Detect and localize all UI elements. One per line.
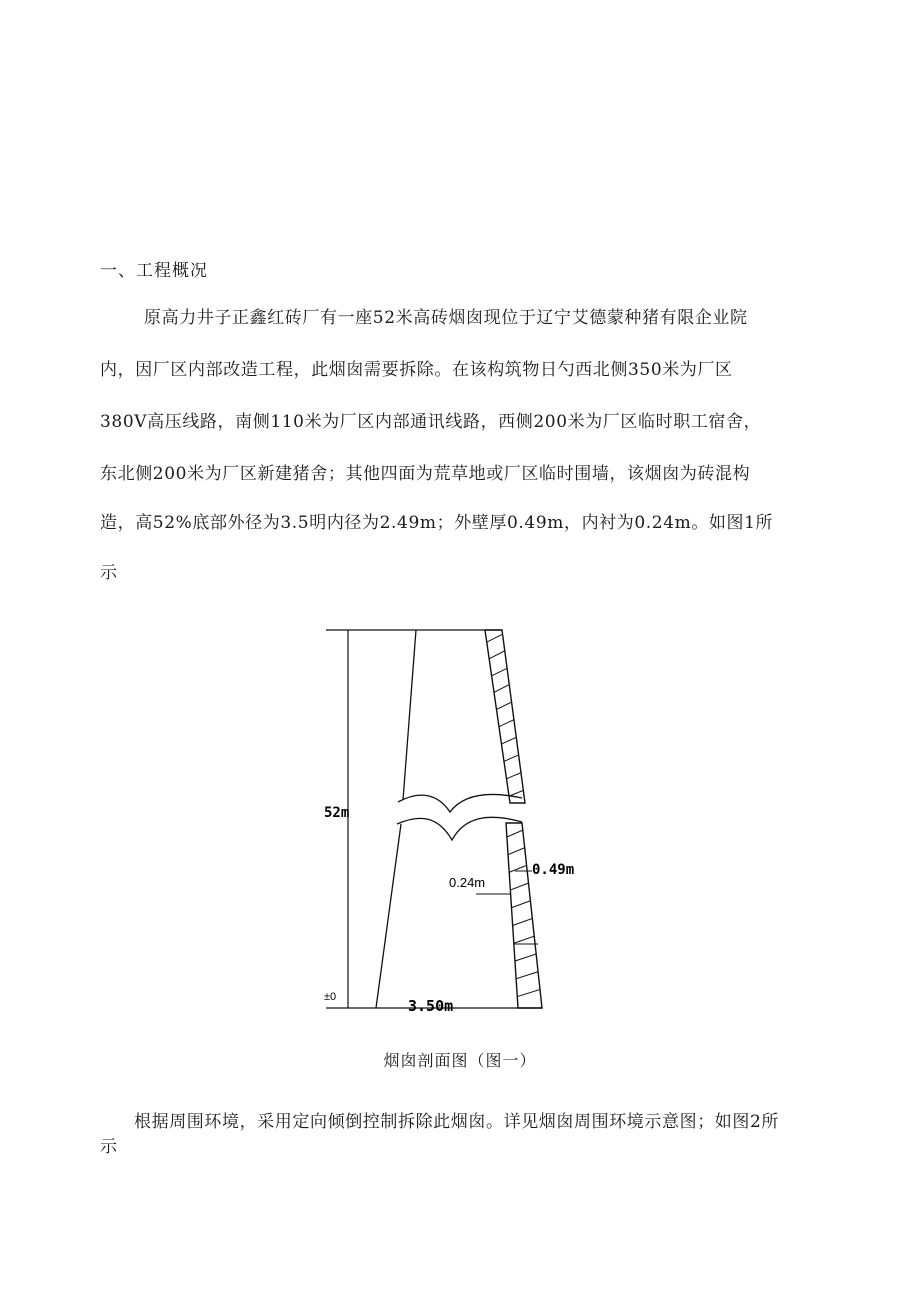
chimney-section-diagram xyxy=(310,618,610,1018)
closing-line: 示 xyxy=(100,1137,118,1157)
intro-line: 内，因厂区内部改造工程，此烟囱需要拆除。在该构筑物日勺西北侧350米为厂区 xyxy=(100,360,733,380)
upper-wall-hatch xyxy=(475,628,534,810)
outer-wall-label: 0.49m xyxy=(532,862,575,878)
break-mark-lower xyxy=(397,817,522,840)
height-label: 52m xyxy=(324,805,350,821)
intro-line: 380V高压线路，南侧110米为厂区内部通讯线路，西侧200米为厂区临时职工宿舍， xyxy=(100,412,762,432)
closing-line: 根据周围环境，采用定向倾倒控制拆除此烟囱。详见烟囱周围环境示意图；如图2所 xyxy=(134,1112,780,1132)
intro-line: 原高力井子正鑫红砖厂有一座52米高砖烟囱现位于辽宁艾德蒙种猪有限企业院 xyxy=(144,308,748,328)
lining-label: 0.24m xyxy=(449,875,486,890)
break-mark-upper xyxy=(398,794,522,812)
left-wall-upper xyxy=(403,630,416,800)
base-width-label: 3.50m xyxy=(408,997,454,1015)
lower-wall-hatch xyxy=(500,820,566,1018)
figure-caption: 烟囱剖面图（图一） xyxy=(383,1051,537,1070)
base-level-label: ±0 xyxy=(324,991,337,1003)
intro-line: 示 xyxy=(100,563,118,583)
intro-line: 造，高52%底部外径为3.5明内径为2.49m；外壁厚0.49m，内衬为0.24m。如图1所 xyxy=(100,513,774,533)
intro-line: 东北侧200米为厂区新建猪舍；其他四面为荒草地或厂区临时围墙，该烟囱为砖混构 xyxy=(100,464,751,484)
left-wall-lower xyxy=(376,824,401,1008)
section-heading: 一、工程概况 xyxy=(100,261,208,281)
